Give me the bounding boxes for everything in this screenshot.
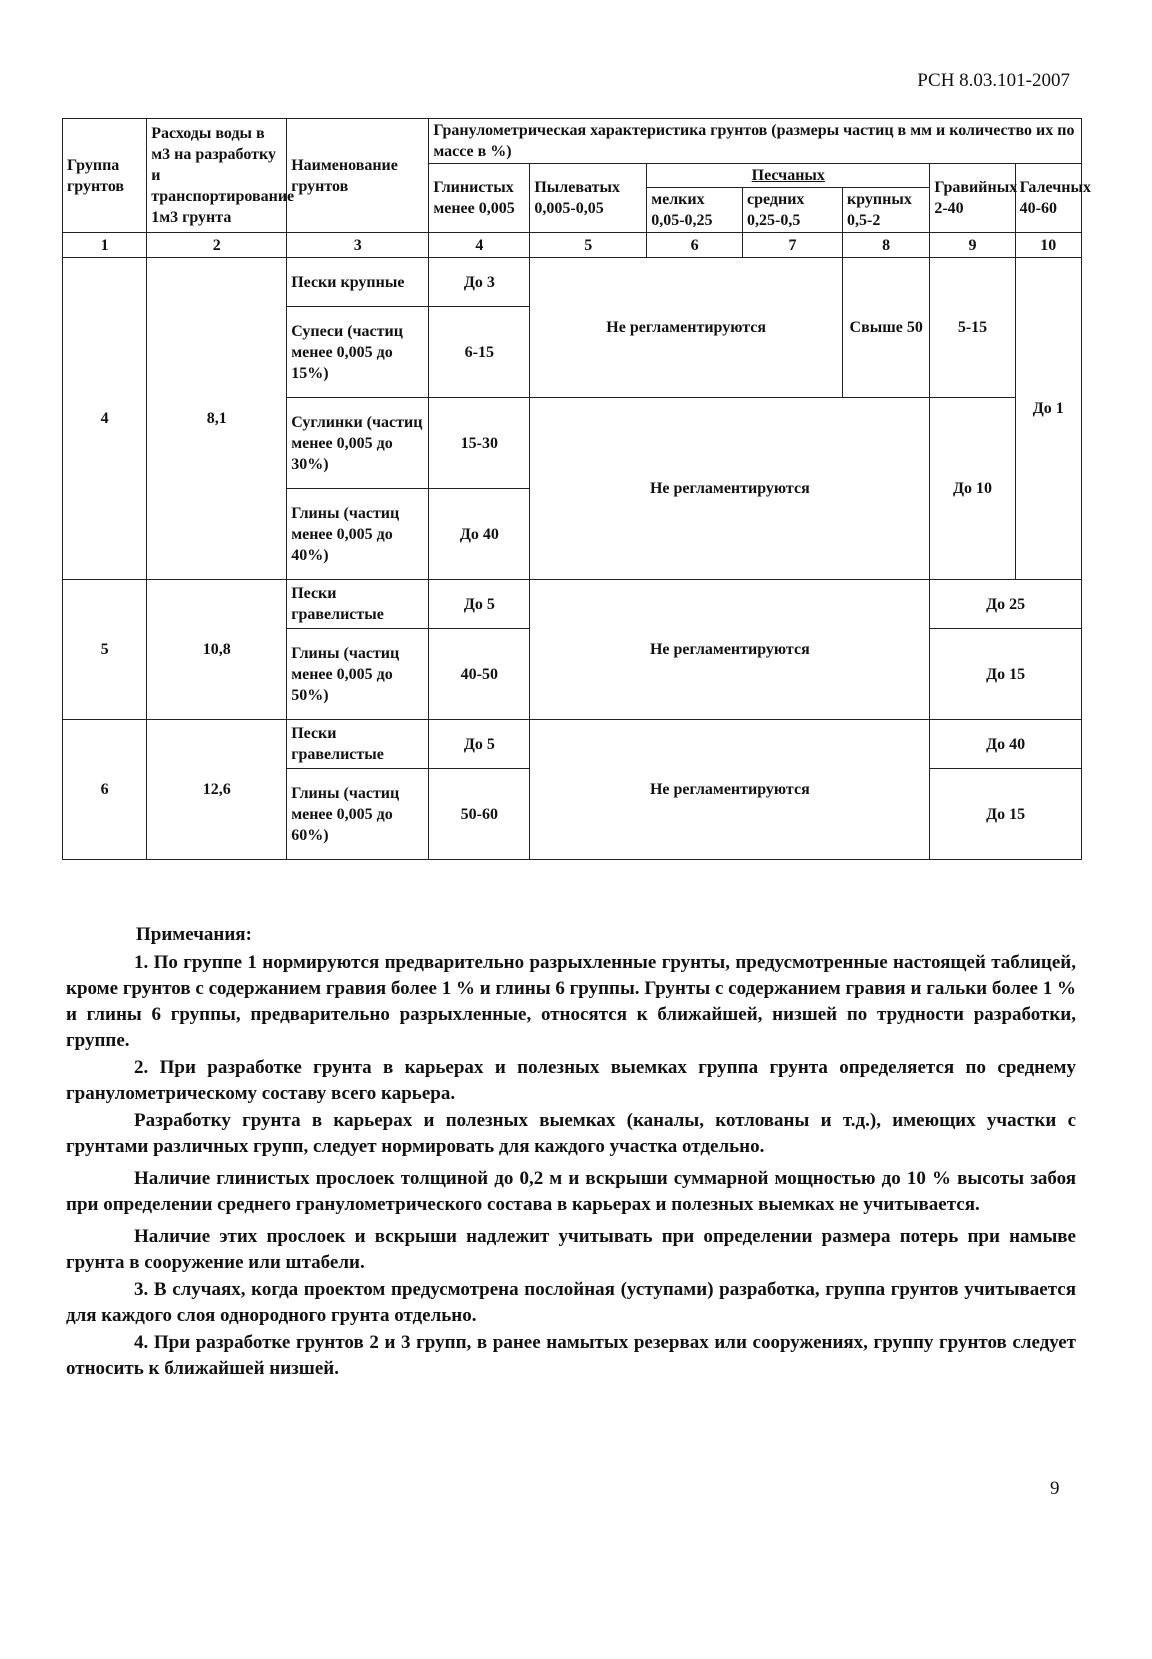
header-group: Группа грунтов bbox=[63, 119, 147, 233]
group-number: 5 bbox=[63, 580, 147, 720]
pebble-value: До 1 bbox=[1015, 258, 1081, 580]
header-sand: Песчаных bbox=[647, 164, 930, 188]
not-regulated: Не регламентируются bbox=[530, 580, 930, 720]
soil-name: Пески гравелистые bbox=[287, 720, 429, 769]
clay-content: До 5 bbox=[429, 580, 530, 629]
group-number: 4 bbox=[63, 258, 147, 580]
note-paragraph: Наличие этих прослоек и вскрыши надлежит учитывать при определении размера потерь при намыве грунта в сооружение или штабели. bbox=[66, 1226, 1076, 1273]
water-consumption: 8,1 bbox=[147, 258, 287, 580]
note-paragraph: 2. При разработке грунта в карьерах и полезных выемках группа грунта определяется по среднему гранулометрическому составу всего карьера. bbox=[66, 1057, 1076, 1104]
soil-name: Глины (частиц менее 0,005 до 40%) bbox=[287, 489, 429, 580]
column-number: 1 bbox=[63, 233, 147, 258]
header-sand-coarse: крупных 0,5-2 bbox=[842, 188, 929, 233]
water-consumption: 10,8 bbox=[147, 580, 287, 720]
clay-content: 40-50 bbox=[429, 629, 530, 720]
column-number: 5 bbox=[530, 233, 647, 258]
not-regulated: Не регламентируются bbox=[530, 720, 930, 860]
header-pebble: Галечных 40-60 bbox=[1015, 164, 1081, 233]
header-granulometric: Гранулометрическая характеристика грунтов (размеры частиц в мм и количество их по массе в %) bbox=[429, 119, 1082, 164]
soil-name: Глины (частиц менее 0,005 до 50%) bbox=[287, 629, 429, 720]
not-regulated: Не регламентируются bbox=[530, 258, 843, 398]
column-number: 3 bbox=[287, 233, 429, 258]
soil-groups-table bbox=[62, 118, 1091, 860]
water-consumption: 12,6 bbox=[147, 720, 287, 860]
page-number: 9 bbox=[1050, 1478, 1060, 1499]
gravel-pebble-value: До 15 bbox=[930, 769, 1082, 860]
column-number: 10 bbox=[1015, 233, 1081, 258]
group-number: 6 bbox=[63, 720, 147, 860]
gravel-value: 5-15 bbox=[930, 258, 1015, 398]
clay-content: До 3 bbox=[429, 258, 530, 307]
column-number: 8 bbox=[842, 233, 929, 258]
note-paragraph: Разработку грунта в карьерах и полезных выемках (каналы, котлованы и т.д.), имеющих участки с грунтами различных групп, следует нормировать для каждого участка отдельно. bbox=[66, 1110, 1076, 1157]
notes-title: Примечания: bbox=[136, 924, 252, 945]
column-number: 6 bbox=[647, 233, 743, 258]
soil-name: Суглинки (частиц менее 0,005 до 30%) bbox=[287, 398, 429, 489]
clay-content: До 5 bbox=[429, 720, 530, 769]
coarse-sand-value: Свыше 50 bbox=[842, 258, 929, 398]
clay-content: 6-15 bbox=[429, 307, 530, 398]
column-number: 7 bbox=[742, 233, 842, 258]
header-water: Расходы воды в м3 на разработку и транспортирование 1м3 грунта bbox=[147, 119, 287, 233]
note-paragraph: 3. В случаях, когда проектом предусмотрена послойная (уступами) разработка, группа грунтов учитывается для каждого слоя однородного грунта отдельно. bbox=[66, 1279, 1076, 1326]
header-soil-name: Наименование грунтов bbox=[287, 119, 429, 233]
gravel-pebble-value: До 40 bbox=[930, 720, 1082, 769]
header-dust: Пылеватых 0,005-0,05 bbox=[530, 164, 647, 233]
gravel-pebble-value: До 15 bbox=[930, 629, 1082, 720]
soil-name: Пески гравелистые bbox=[287, 580, 429, 629]
header-gravel: Гравийных 2-40 bbox=[930, 164, 1015, 233]
note-paragraph: Наличие глинистых прослоек толщиной до 0,2 м и вскрыши суммарной мощностью до 10 % высоты забоя при определении среднего гранулометрического состава в карьерах и полезных выемках не учитывается. bbox=[66, 1168, 1076, 1215]
clay-content: 50-60 bbox=[429, 769, 530, 860]
note-paragraph: 1. По группе 1 нормируются предварительно разрыхленные грунты, предусмотренные настоящей таблицей, кроме грунтов с содержанием гравия более 1 % и глины 6 группы. Грунты с содержанием гравия и гальки более 1 % и глины 6 группы, предварительно разрыхленные, относятся к ближайшей, низшей по трудности разработки, группе. bbox=[66, 952, 1076, 1051]
notes-section bbox=[66, 922, 1076, 1383]
header-sand-medium: средних 0,25-0,5 bbox=[742, 188, 842, 233]
header-sand-fine: мелких 0,05-0,25 bbox=[647, 188, 743, 233]
gravel-value: До 10 bbox=[930, 398, 1015, 580]
column-number: 9 bbox=[930, 233, 1015, 258]
clay-content: 15-30 bbox=[429, 398, 530, 489]
document-code: РСН 8.03.101-2007 bbox=[917, 70, 1070, 91]
soil-name: Глины (частиц менее 0,005 до 60%) bbox=[287, 769, 429, 860]
note-paragraph: 4. При разработке грунтов 2 и 3 групп, в ранее намытых резервах или сооружениях, группу грунтов следует относить к ближайшей низшей. bbox=[66, 1332, 1076, 1379]
not-regulated: Не регламентируются bbox=[530, 398, 930, 580]
clay-content: До 40 bbox=[429, 489, 530, 580]
header-clay: Глинистых менее 0,005 bbox=[429, 164, 530, 233]
soil-name: Пески крупные bbox=[287, 258, 429, 307]
column-number: 4 bbox=[429, 233, 530, 258]
gravel-pebble-value: До 25 bbox=[930, 580, 1082, 629]
column-number: 2 bbox=[147, 233, 287, 258]
soil-name: Супеси (частиц менее 0,005 до 15%) bbox=[287, 307, 429, 398]
